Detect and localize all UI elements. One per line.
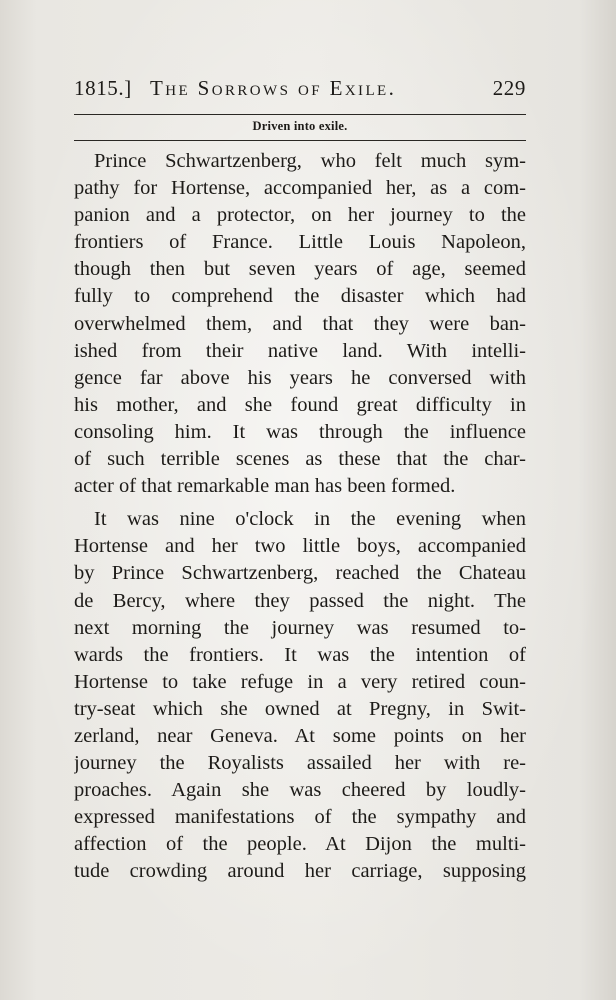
text-line: Hortense and her two little boys, accompanied — [74, 535, 526, 558]
text-line: de Bercy, where they passed the night. The — [74, 589, 526, 612]
text-line: acter of that remarkable man has been formed. — [74, 475, 456, 498]
text-line: Prince Schwartzenberg, who felt much sym- — [94, 150, 526, 172]
running-head-title: The Sorrows of Exile. — [150, 76, 397, 100]
text-line: frontiers of France. Little Louis Napoleon, — [74, 231, 526, 254]
text-line: though then but seven years of age, seemed — [74, 258, 526, 281]
body-text — [74, 148, 526, 886]
text-line: ished from their native land. With intelli- — [74, 339, 526, 362]
header-rule-top — [74, 114, 526, 115]
text-line: next morning the journey was resumed to- — [74, 616, 526, 639]
section-subhead: Driven into exile. — [252, 119, 348, 133]
text-line: pathy for Hortense, accompanied her, as a com- — [74, 177, 526, 200]
text-line: gence far above his years he conversed with — [74, 366, 526, 389]
text-line: zerland, near Geneva. At some points on her — [74, 724, 526, 747]
text-line: consoling him. It was through the influence — [74, 420, 526, 443]
text-line: try-seat which she owned at Pregny, in Swit- — [74, 697, 526, 720]
text-line: wards the frontiers. It was the intention of — [74, 643, 526, 666]
running-head — [74, 76, 526, 110]
text-line: of such terrible scenes as these that the char- — [74, 448, 526, 471]
running-head-year: 1815.] — [74, 76, 132, 100]
text-line: expressed manifestations of the sympathy and — [74, 806, 526, 829]
text-line: Hortense to take refuge in a very retired coun- — [74, 670, 526, 693]
text-line: It was nine o'clock in the evening when — [94, 508, 526, 531]
text-line: overwhelmed them, and that they were ban- — [74, 312, 526, 335]
page-number: 229 — [492, 76, 526, 100]
text-line: tude crowding around her carriage, supposing — [74, 860, 526, 883]
text-line: journey the Royalists assailed her with re- — [74, 752, 526, 775]
header-rule-bottom — [74, 140, 526, 141]
text-line: fully to comprehend the disaster which had — [74, 285, 526, 308]
text-line: affection of the people. At Dijon the multi- — [74, 833, 526, 856]
text-line: by Prince Schwartzenberg, reached the Chateau — [74, 562, 526, 585]
text-line: proaches. Again she was cheered by loudly- — [74, 779, 526, 802]
text-line: panion and a protector, on her journey to the — [74, 204, 526, 227]
text-line: his mother, and she found great difficulty in — [74, 393, 526, 416]
